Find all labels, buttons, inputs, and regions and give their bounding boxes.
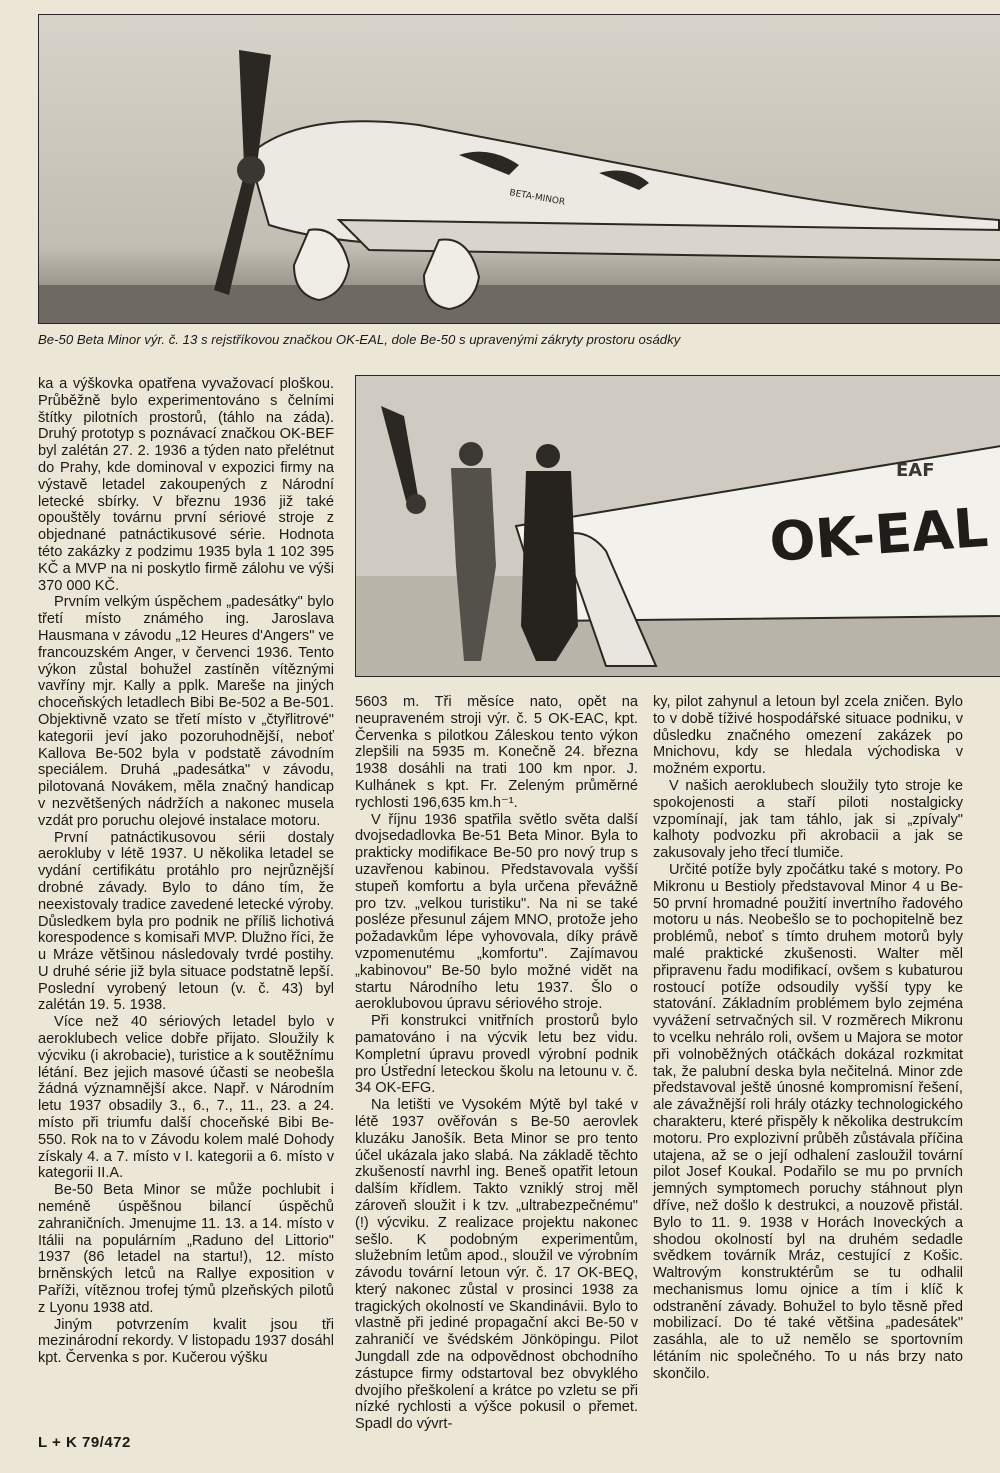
page-number: 472: [104, 1434, 131, 1451]
paragraph: Be-50 Beta Minor se může pochlubit i neméně úspěšnou bilancí úspěchů zahraničních. Jmenujme 11. 13. a 14. místo v Itálii na populárním „Raduno del Littorio" 1937 (86 letadel na startu!), 12. místo brněnských letců na Rallye exposition v Paříži, vítěznou trofej týmů plzeňských pilotů z Lyonu 1938 atd.: [38, 1182, 334, 1316]
right-aircraft-photo: [355, 375, 1000, 677]
paragraph: ka a výškovka opatřena vyvažovací ploškou. Průběžně bylo experimentováno s čelními štítky pilotních prostorů, (táhlo na záda). Druhý prototyp s poznávací značkou OK-BEF byl zalétán 27. 2. 1936 a týden nato přelétnut do Prahy, kde dominoval v expozici firmy na výstavě letadel zakoupených z Národní letecké sbírky. V březnu 1936 již také opouštěly továrnu první sériové stroje z objednané patnáctikusové série. Hodnota této zakázky z podzimu 1935 byla 1 102 395 KČ a MVP na ni poskytlo firmě zálohu ve výši 370 000 KČ.: [38, 376, 334, 594]
paragraph: Prvním velkým úspěchem „padesátky" bylo třetí místo známého ing. Jaroslava Hausmana v závodu „12 Heures d'Angers" ve francouzském Anger, v červenci 1936. Tento výkon zůstal bohužel zastíněn vítěznými vavříny mjr. Kally a pplk. Mareše na jiných choceňských letadlech Bibi Be-502 a Be-501. Objektivně vzato se třetí místo v „čtyřlitrové" kategorii jeví jako pozoruhodnější, neboť Kallova Be-502 byla v podstatě závodním speciálem. Druhá „padesátka" v závodu, pilotovaná Novákem, měla značný handicap v nezvětšených nádržích a nakonec musela vzdát pro poruchu olejové instalace motoru.: [38, 594, 334, 829]
paragraph: Při konstrukci vnitřních prostorů bylo pamatováno i na výcvik letu bez vidu. Kompletní úpravu provedl výrobní podnik pro Ústřední leteckou školu na letounu v. č. 34 OK-EFG.: [355, 1013, 638, 1097]
person-right: [521, 444, 578, 661]
photo-caption: Be-50 Beta Minor výr. č. 13 s rejstříkovou značkou OK-EAL, dole Be-50 s upravenými zákryty prostoru osádky: [38, 332, 681, 347]
paragraph: Na letišti ve Vysokém Mýtě byl také v létě 1937 ověřován s Be-50 aerovlek kluzáku Janošík. Beta Minor se pro tento účel ukázala jako slabá. Na základě těchto zkušeností navrhl ing. Beneš opatřit letoun dalším křídlem. Takto vzniklý stroj měl zároveň sloužit i k tzv. „ultrabezpečnému" (!) výcviku. Z realizace projektu nakonec sešlo. K podobným experimentům, služebním letům apod., sloužil ve výrobním závodu tovární letoun výr. č. 17 OK-BEQ, který nakonec zůstal v prosinci 1938 za tragických okolností ve Skandinávii. Bylo to vlastně při jediné propagační akci Be-50 v zahraničí ve švédském Jönköpingu. Pilot Jungdall zde na odpovědnost obchodního zástupce firmy odstartoval bez obvyklého dvojího přeškolení a krátce po vzletu se při nízké rychlosti a výšce pokusil o přemet. Spadl do vývrt-: [355, 1097, 638, 1433]
page-footer: [38, 1434, 131, 1451]
top-aircraft-photo: [38, 14, 1000, 324]
right-photo-registration-small: EAF: [896, 460, 935, 481]
paragraph: Jiným potvrzením kvalit jsou tři mezinárodní rekordy. V listopadu 1937 dosáhl kpt. Červenka s por. Kučerou výšku: [38, 1316, 334, 1367]
article-column-2: [355, 694, 638, 1433]
paragraph: 5603 m. Tři měsíce nato, opět na neupraveném stroji výr. č. 5 OK-EAC, kpt. Červenka s pilotkou Záleskou tento výkon zlepšili na 5935 m. Konečně 24. března 1938 dosáhli na trati 100 km npor. J. Kulhánek s kpt. Fr. Zeleným průměrné rychlosti 196,635 km.h⁻¹.: [355, 694, 638, 811]
journal-name: L + K 79/: [38, 1434, 105, 1451]
paragraph: ky, pilot zahynul a letoun byl zcela zničen. Bylo to v době tíživé hospodářské situace podniku, v důsledku značného omezení zakázek po Mnichovu, kdy se hledala východiska v možném exportu.: [653, 694, 963, 778]
paragraph: První patnáctikusovou sérii dostaly aerokluby v létě 1937. U několika letadel se vydání certifikátu protáhlo pro nejrůznější drobné závady. Bylo to dáno tím, že neexistovaly tradice zavedené letecké výroby. Důsledkem byla pro podnik ne příliš lichotivá korespodence s komisaři MVP. Dlužno říci, že u Mráze většinou následovaly tvrdé postihy. U druhé série již byla situace podstatně lepší. Poslední vyrobený letoun (v. č. 43) byl zalétán 19. 5. 1938.: [38, 829, 334, 1014]
paragraph: V říjnu 1936 spatřila světlo světa další dvojsedadlovka Be-51 Beta Minor. Byla to prakticky modifikace Be-50 pro nový trup s uzavřenou kabinou. Představovala vyšší stupeň komfortu a byla určena převážně pro tzv. „velkou turistiku". Na ni se také posléze přesunul zájem MNO, protože jeho požadavkům lépe vyhovovala, díky právě vzpomenutému „komfortu". Zajímavou „kabinovou" Be-50 bylo možné vidět na startu Národního letu 1937. Šlo o aeroklubovou úpravu sériového stroje.: [355, 811, 638, 1013]
top-aircraft-drawing: [39, 15, 1000, 323]
right-photo-registration: OK-EAL: [767, 495, 990, 574]
article-column-1: [38, 376, 334, 1367]
top-photo-registration: BETA-MINOR: [508, 188, 566, 208]
paragraph: Určité potíže byly zpočátku také s motory. Po Mikronu u Bestioly představoval Minor 4 u Be-50 první hromadné použití invertního řadového motoru u nás. Neobešlo se to pochopitelně bez problémů, neboť s tímto druhem motorů byly malé praktické zkušenosti. Walter měl připravenu řadu modifikací, ovšem s kubaturou rostoucí potíže odsoudily vyšší typy ke statování. Základním problémem bylo zejména vyvážení setrvačných sil. V rozměrech Mikronu to vcelku nehrálo roli, ovšem u Majora se motor při volnoběžných otáčkách dokázal rozkmitat tak, že palubní deska byla nečitelná. Minor zde představoval ještě únosné kompromisní řešení, ale závažnější roli hrály otázky technologického charakteru, které přispěly k několika destrukcím motoru. Pro explozivní průběh zůstávala příčina utajena, až se o její odhalení zasloužil tovární pilot Josef Koukal. Podařilo se mu po prvních jemných symptomech poruchy stáhnout plyn dříve, než došlo k destrukci, a nouzově přistál. Bylo to 11. 9. 1938 v Horách Inoveckých a shodou okolností byl na druhém sedadle svědkem továrník Mráz, cestující z Košic. Waltrovým konstruktérům se tu odhalil mechanismus lomu ojnice a tím i klíč k odstranění závady. Bohužel to bylo těsně před mobilizací. Do té také většina „padesátek" zasáhla, ale to už nemělo se sportovním létáním nic společného. To u nás brzy nato skončilo.: [653, 861, 963, 1382]
article-column-3: [653, 694, 963, 1383]
paragraph: V našich aeroklubech sloužily tyto stroje ke spokojenosti a staří piloti nostalgicky vzpomínají, jak tam táhlo, jak si „zpívaly" kalhoty podvozku při akrobacii a jak se zakusovaly jeho třecí tlumiče.: [653, 777, 963, 862]
right-aircraft-drawing: [356, 376, 1000, 676]
paragraph: Více než 40 sériových letadel bylo v aeroklubech velice dobře přijato. Sloužily k výcviku (i akrobacie), turistice a k soutěžnímu létání. Bez jejich masové účasti se neobešla žádná významnější akce. Např. v Národním letu 1937 obsadily 3., 6., 7., 11., 23. a 24. místo při triumfu další choceňské Bibi Be-550. Rok na to v Závodu kolem malé Dohody získaly 4. a 7. místo v I. kategorii a 6. místo v kategorii II.A.: [38, 1014, 334, 1182]
